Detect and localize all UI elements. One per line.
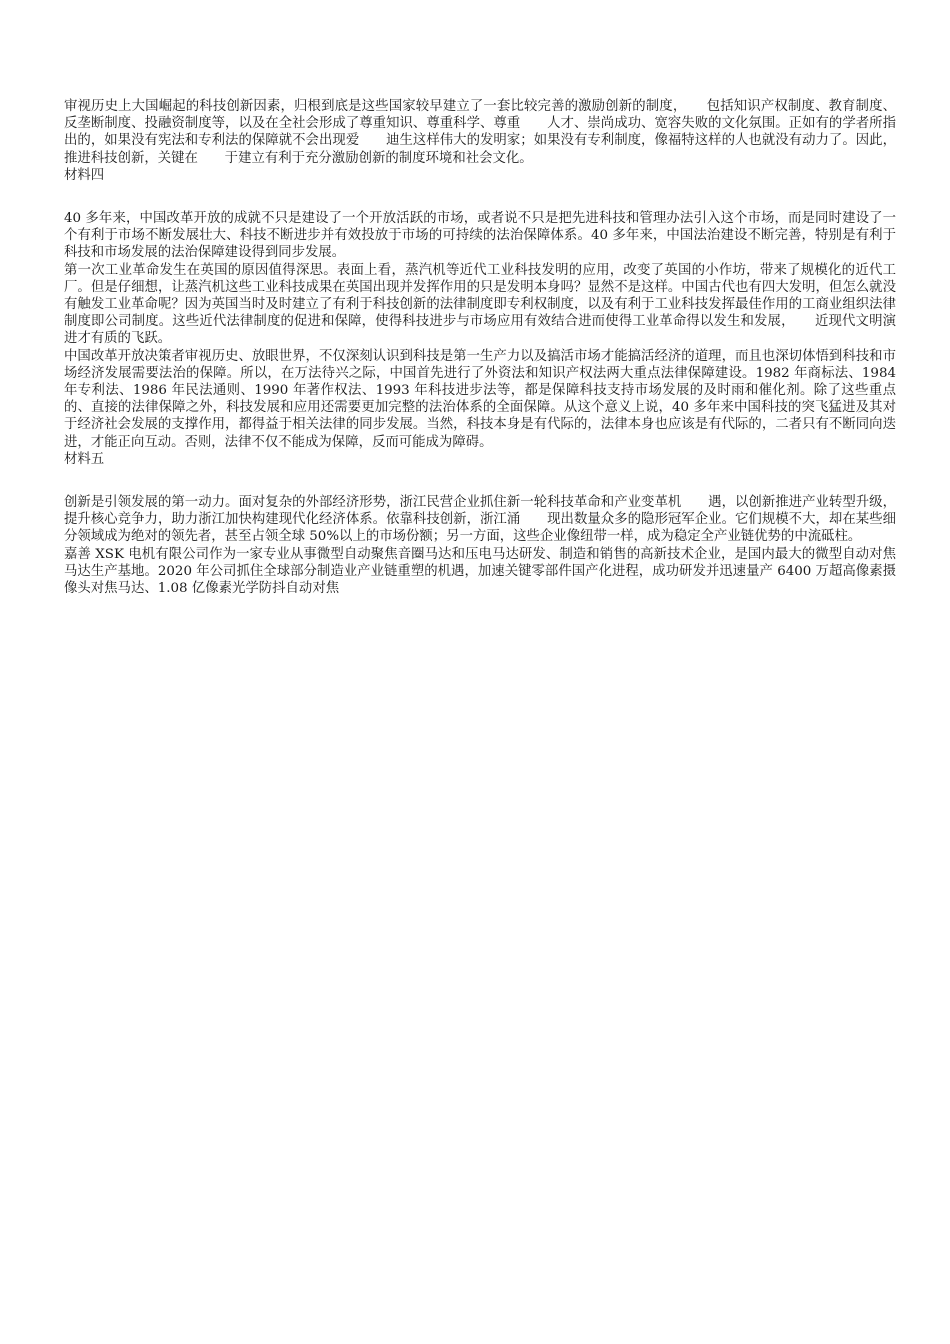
section-heading-material-4: 材料四: [64, 167, 105, 183]
document-page: [64, 98, 896, 597]
section-spacer: [64, 468, 896, 494]
section4-paragraph-2: 第一次工业革命发生在英国的原因值得深思。表面上看，蒸汽机等近代工业科技发明的应用，改变了英国的小作坊，带来了规模化的近代工厂。但是仔细想，让蒸汽机这些工业科技成果在英国出现并发挥作用的只是发明本身吗？显然不是这样。中国古代也有四大发明，但怎么就没有触发工业革命呢？因为英国当时及时建立了有利于科技创新的法律制度即专利权制度，以及有利于工业科技发挥最佳作用的工商业组织法律制度即公司制度。这些近代法律制度的促进和保障，使得科技进步与市场应用有效结合进而使得工业革命得以发生和发展， 近现代文明演进才有质的飞跃。: [64, 262, 896, 347]
section5-paragraph-2: 嘉善 XSK 电机有限公司作为一家专业从事微型自动聚焦音圈马达和压电马达研发、制造和销售的高新技术企业，是国内最大的微型自动对焦马达生产基地。2020 年公司抓住全球部分制造业产业链重塑的机遇，加速关键零部件国产化进程，成功研发并迅速量产 6400 万超高像素摄像头对焦马达、1.08 亿像素光学防抖自动对焦: [64, 546, 896, 597]
intro-paragraph: 审视历史上大国崛起的科技创新因素，归根到底是这些国家较早建立了一套比较完善的激励创新的制度， 包括知识产权制度、教育制度、反垄断制度、投融资制度等，以及在全社会形成了尊重知识、尊重科学、尊重 人才、崇尚成功、宽容失败的文化氛围。正如有的学者所指出的，如果没有宪法和专利法的保障就不会出现爱 迪生这样伟大的发明家；如果没有专利制度，像福特这样的人也就没有动力了。因此，推进科技创新，关键在 于建立有利于充分激励创新的制度环境和社会文化。: [64, 99, 896, 166]
section5-paragraph-1: 创新是引领发展的第一动力。面对复杂的外部经济形势，浙江民营企业抓住新一轮科技革命和产业变革机 遇，以创新推进产业转型升级，提升核心竞争力，助力浙江加快构建现代化经济体系。依靠科技创新，浙江涌 现出数量众多的隐形冠军企业。它们规模不大，却在某些细分领域成为绝对的领先者，甚至占领全球 50%以上的市场份额；另一方面，这些企业像纽带一样，成为稳定全产业链优势的中流砥柱。: [64, 495, 896, 545]
section-spacer: [64, 184, 896, 210]
section4-paragraph-1: 40 多年来，中国改革开放的成就不只是建设了一个开放活跃的市场，或者说不只是把先进科技和管理办法引入这个市场，而是同时建设了一个有利于市场不断发展壮大、科技不断进步并有效投放于市场的可持续的法治保障体系。40 多年来，中国法治建设不断完善，特别是有利于科技和市场发展的法治保障建设得到同步发展。: [64, 211, 896, 261]
section4-paragraph-3: 中国改革开放决策者审视历史、放眼世界，不仅深刻认识到科技是第一生产力以及搞活市场才能搞活经济的道理，而且也深切体悟到科技和市场经济发展需要法治的保障。所以，在万法待兴之际，中国首先进行了外资法和知识产权法两大重点法律保障建设。1982 年商标法、1984 年专利法、1986 年民法通则、1990 年著作权法、1993 年科技进步法等，都是保障科技支持市场发展的及时雨和催化剂。除了这些重点的、直接的法律保障之外，科技发展和应用还需要更加完整的法治体系的全面保障。从这个意义上说，40 多年来中国科技的突飞猛进及其对于经济社会发展的支撑作用，都得益于相关法律的同步发展。当然，科技本身是有代际的，法律本身也应该是有代际的，二者只有不断同向迭进，才能正向互动。否则，法律不仅不能成为保障，反而可能成为障碍。: [64, 348, 896, 450]
section-heading-material-5: 材料五: [64, 451, 105, 467]
